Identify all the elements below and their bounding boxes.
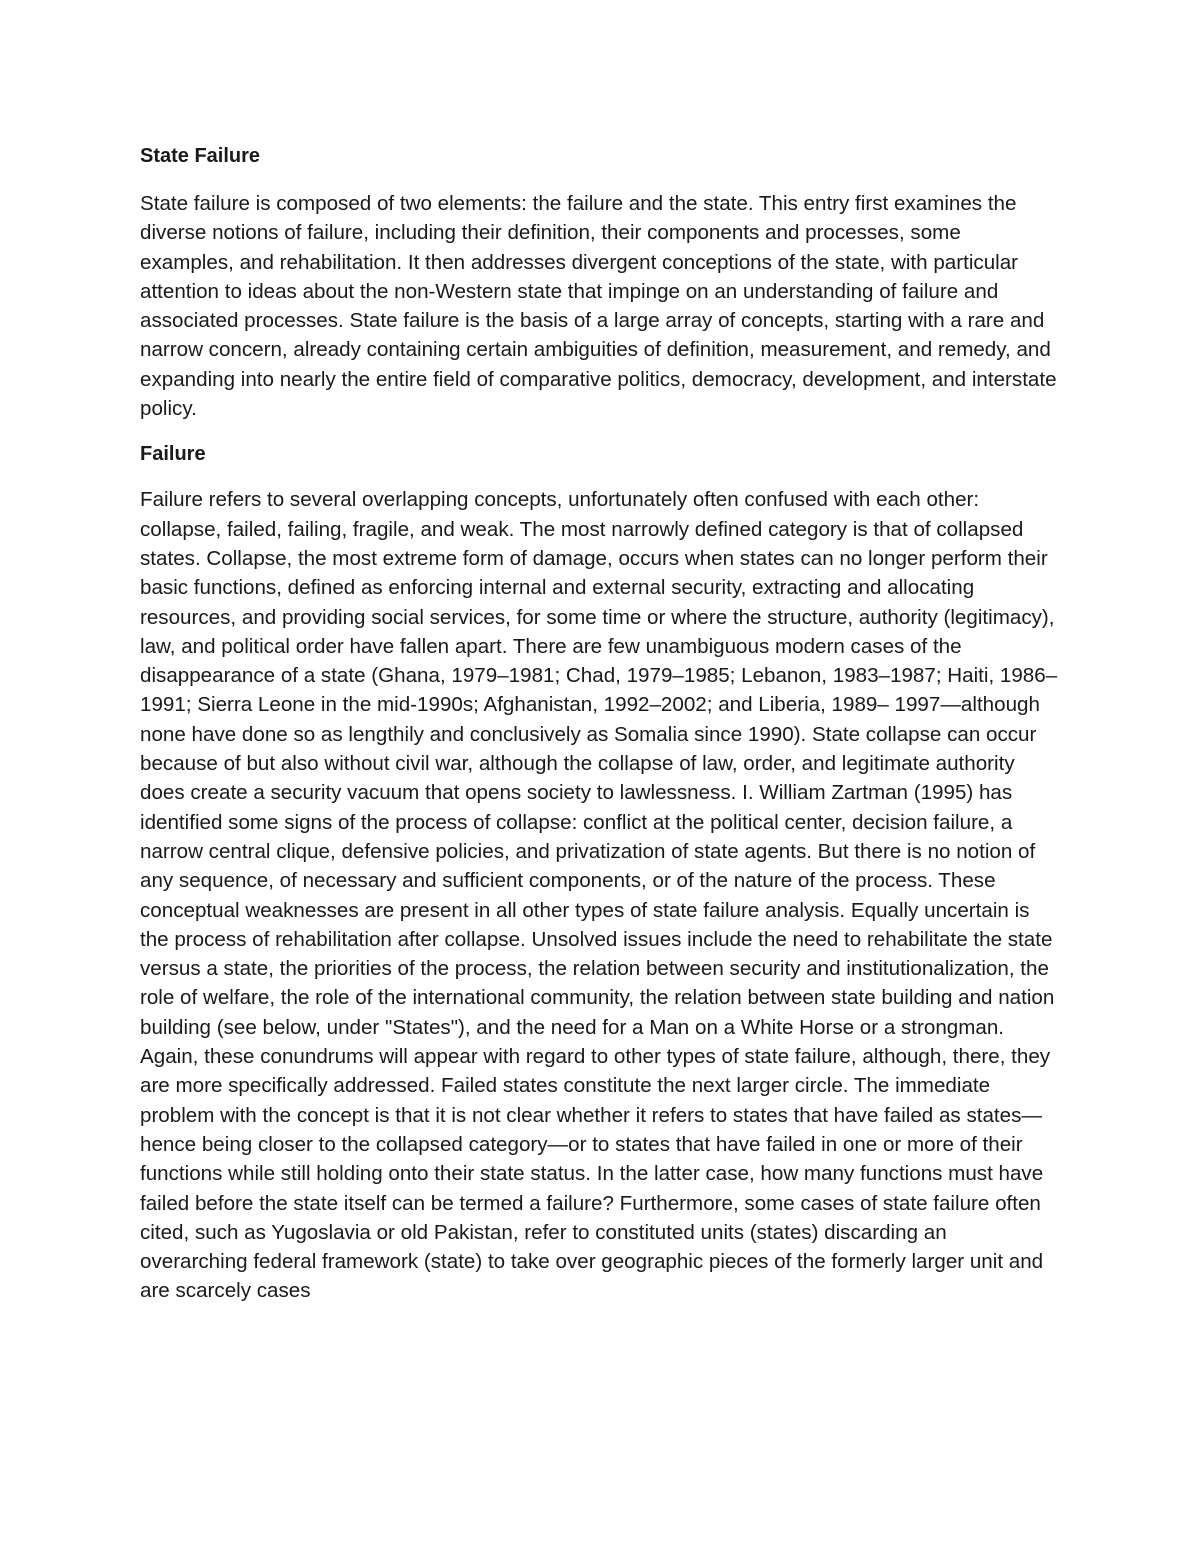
section-heading-failure: Failure [140,443,206,466]
document-title: State Failure [140,145,261,167]
document-body [140,140,1058,1306]
intro-paragraph: State failure is composed of two elements: the failure and the state. This entry first examines the diverse notions of failure, including their definition, their components and processes, some examples, and rehabilitation. It then addresses divergent conceptions of the state, with particular attention to ideas about the non-Western state that impinge on an understanding of failure and associated processes. State failure is the basis of a large array of concepts, starting with a rare and narrow concern, already containing certain ambiguities of definition, measurement, and remedy, and expanding into nearly the entire field of comparative politics, democracy, development, and interstate policy. [140,192,1057,421]
failure-paragraph: Failure refers to several overlapping concepts, unfortunately often confused with each other: collapse, failed, failing, fragile, and weak. The most narrowly defined category is that of collapsed states. Collapse, the most extreme form of damage, occurs when states can no longer perform their basic functions, defined as enforcing internal and external security, extracting and allocating resources, and providing social services, for some time or where the structure, authority (legitimacy), law, and political order have fallen apart. There are few unambiguous modern cases of the disappearance of a state (Ghana, 1979–1981; Chad, 1979–1985; Lebanon, 1983–1987; Haiti, 1986–1991; Sierra Leone in the mid-1990s; Afghanistan, 1992–2002; and Liberia, 1989– 1997—although none have done so as lengthily and conclusively as Somalia since 1990). State collapse can occur because of but also without civil war, although the collapse of law, order, and legitimate authority does create a security vacuum that opens society to lawlessness. I. William Zartman (1995) has identified some signs of the process of collapse: conflict at the political center, decision failure, a narrow central clique, defensive policies, and privatization of state agents. But there is no notion of any sequence, of necessary and sufficient components, or of the nature of the process. These conceptual weaknesses are present in all other types of state failure analysis. Equally uncertain is the process of rehabilitation after collapse. Unsolved issues include the need to rehabilitate the state versus a state, the priorities of the process, the relation between security and institutionalization, the role of welfare, the role of the international community, the relation between state building and nation building (see below, under "States"), and the need for a Man on a White Horse or a strongman. Again, these conundrums will appear with regard to other types of state failure, although, there, they are more specifically addressed. Failed states constitute the next larger circle. The immediate problem with the concept is that it is not clear whether it refers to states that have failed as states—hence being closer to the collapsed category—or to states that have failed in one or more of their functions while still holding onto their state status. In the latter case, how many functions must have failed before the state itself can be termed a failure? Furthermore, some cases of state failure often cited, such as Yugoslavia or old Pakistan, refer to constituted units (states) discarding an overarching federal framework (state) to take over geographic pieces of the formerly larger unit and are scarcely cases [140,488,1058,1303]
